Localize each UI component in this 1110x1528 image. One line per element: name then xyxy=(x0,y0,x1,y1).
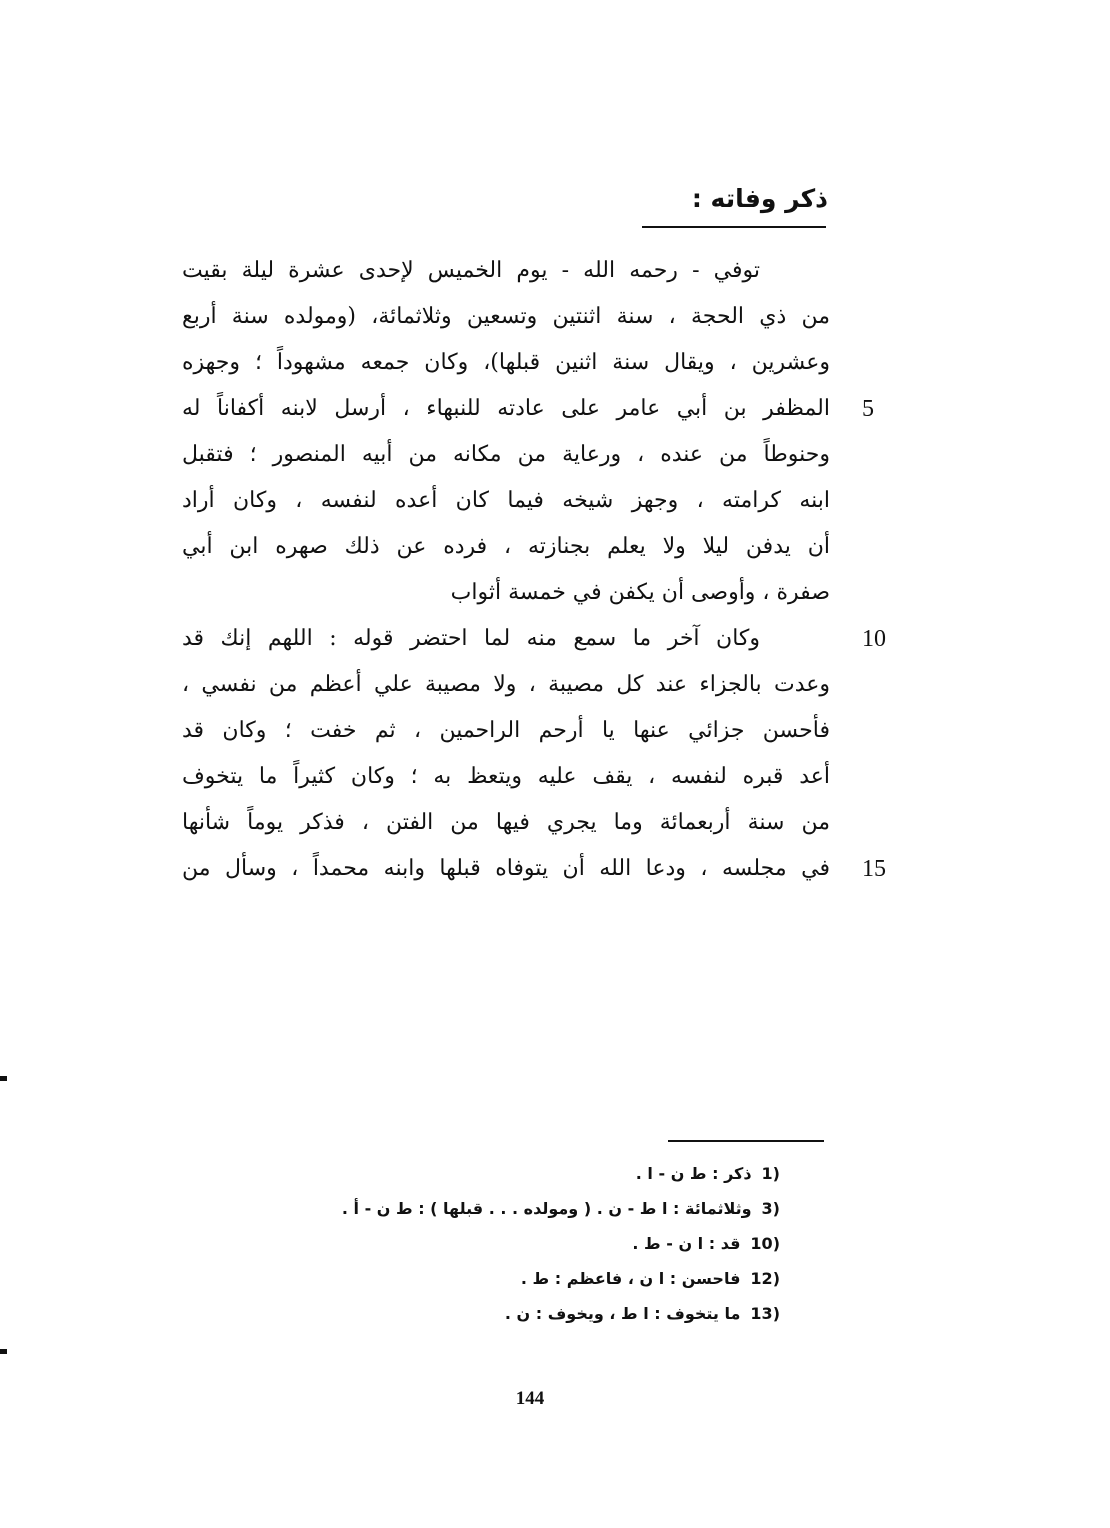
footnote xyxy=(240,1191,780,1226)
footnote xyxy=(240,1226,780,1261)
section-heading: ذكر وفاته : xyxy=(691,184,828,213)
line-text: في مجلسه ، ودعا الله أن يتوفاه قبلها وابنه محمداً ، وسأل من xyxy=(182,856,830,881)
footnote-number: 10) xyxy=(750,1234,780,1253)
text-line xyxy=(182,524,830,570)
footnote-text: قد : ا ن - ط . xyxy=(632,1234,741,1253)
line-text: توفي - رحمه الله - يوم الخميس لإحدى عشرة ليلة بقيت xyxy=(182,258,760,283)
footnote-number: 13) xyxy=(750,1304,780,1323)
heading-underline xyxy=(642,226,826,228)
line-text: صفرة ، وأوصى أن يكفن في خمسة أثواب xyxy=(450,580,830,605)
text-line xyxy=(182,432,830,478)
footnotes xyxy=(240,1156,780,1331)
footnote-number: 12) xyxy=(750,1269,780,1288)
text-line xyxy=(182,294,830,340)
line-text: أعد قبره لنفسه ، يقف عليه ويتعظ به ؛ وكان كثيراً ما يتخوف xyxy=(182,764,830,789)
line-text: وكان آخر ما سمع منه لما احتضر قوله : اللهم إنك قد xyxy=(182,626,760,651)
line-text: المظفر بن أبي عامر على عادته للنبهاء ، أرسل لابنه أكفاناً له xyxy=(182,396,830,421)
line-text: أن يدفن ليلا ولا يعلم بجنازته ، فرده عن ذلك صهره ابن أبي xyxy=(182,534,830,559)
line-text: من ذي الحجة ، سنة اثنتين وتسعين وثلاثمائة، (ومولده سنة أربع xyxy=(182,304,830,329)
text-line xyxy=(182,846,886,892)
footnote-number: 3) xyxy=(761,1199,780,1218)
text-line xyxy=(182,340,830,386)
line-text: فأحسن جزائي عنها يا أرحم الراحمين ، ثم خفت ؛ وكان قد xyxy=(182,718,830,743)
text-line xyxy=(182,248,830,294)
line-text: من سنة أربعمائة وما يجري فيها من الفتن ، فذكر يوماً شأنها xyxy=(182,810,830,835)
text-line xyxy=(182,800,830,846)
footnote-separator xyxy=(668,1140,824,1142)
text-line xyxy=(182,570,830,616)
footnote xyxy=(240,1156,780,1191)
footnote-text: فاحسن : ا ن ، فاعظم : ط . xyxy=(520,1269,741,1288)
text-line xyxy=(182,478,830,524)
text-line xyxy=(182,386,874,432)
line-number: 5 xyxy=(862,396,874,422)
scan-edge-mark xyxy=(0,1349,7,1354)
text-line xyxy=(182,708,830,754)
line-number: 10 xyxy=(862,626,886,652)
text-line xyxy=(182,754,830,800)
main-text xyxy=(182,248,886,892)
footnote xyxy=(240,1296,780,1331)
footnote-text: وثلاثمائة : ا ط - ن . ( ومولده . . . قبلها ) : ط ن - أ . xyxy=(341,1199,752,1218)
footnote-text: ما يتخوف : ا ط ، ويخوف : ن . xyxy=(504,1304,741,1323)
page-number: 144 xyxy=(515,1388,545,1409)
line-text: وحنوطاً من عنده ، ورعاية من مكانه من أبيه المنصور ؛ فتقبل xyxy=(182,442,830,467)
line-number: 15 xyxy=(862,856,886,882)
footnote-text: ذكر : ط ن - ا . xyxy=(635,1164,752,1183)
text-line xyxy=(182,662,830,708)
text-line xyxy=(182,616,886,662)
scan-edge-mark xyxy=(0,1076,7,1081)
line-text: وعدت بالجزاء عند كل مصيبة ، ولا مصيبة علي أعظم من نفسي ، xyxy=(182,672,830,697)
line-text: وعشرين ، ويقال سنة اثنين قبلها)، وكان جمعه مشهوداً ؛ وجهزه xyxy=(182,350,830,375)
footnote-number: 1) xyxy=(761,1164,780,1183)
footnote xyxy=(240,1261,780,1296)
line-text: ابنه كرامته ، وجهز شيخه فيما كان أعده لنفسه ، وكان أراد xyxy=(182,488,830,513)
